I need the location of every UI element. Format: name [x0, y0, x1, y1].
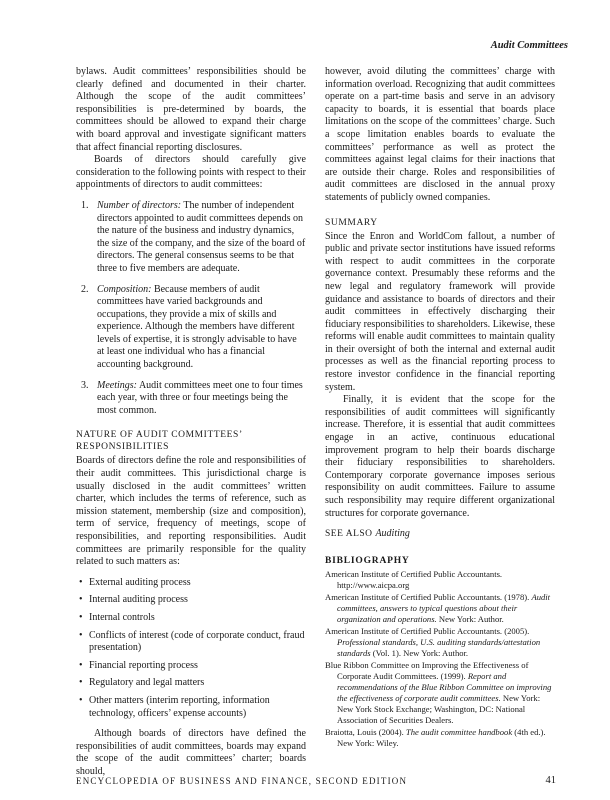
paragraph: Although boards of directors have defined the responsibilities of audit committees, boards may expand the scope of the audit committees’ charter; boards should, [76, 728, 306, 777]
see-also-label: SEE ALSO [325, 529, 373, 540]
numbered-list [76, 200, 306, 418]
see-also-link[interactable]: Auditing [375, 528, 410, 540]
bullet-item: • Internal auditing process [76, 594, 306, 607]
bibliography-heading: BIBLIOGRAPHY [325, 555, 410, 566]
summary-heading: SUMMARY [325, 217, 378, 228]
paragraph: bylaws. Audit committees’ responsibilities should be clearly defined and documented in their charter. Although the scope of the audit committees’ responsibilities is pre-determined by boards, the committees should be allowed to expand their charge with board approval and investigate significant matters that affect financial reporting disclosures. [76, 66, 306, 153]
footer-title: ENCYCLOPEDIA OF BUSINESS AND FINANCE, SECOND EDITION [76, 776, 408, 786]
see-also [325, 528, 555, 541]
paragraph: Finally, it is evident that the scope for the responsibilities of audit committees will significantly increase. Therefore, it is essential that audit committees engage in an active, continuous educational improvement program to help their boards discharge their fiduciary responsibilities to shareholders. Contemporary corporate governance imposes serious responsibility on audit committees. Failure to assume such responsibility may require different organizational structures for corporate governance. [325, 394, 555, 519]
bibliography-entry: Blue Ribbon Committee on Improving the Effectiveness of Corporate Audit Committees. (1999). Report and recommendations of the Blue Ribbon Committee on improving the effectiveness of corporate audit committees. New York: New York Stock Exchange; Washington, DC: National Association of Securities Dealers. [325, 660, 552, 726]
bullet-item: • Financial reporting process [76, 660, 306, 673]
bibliography-entry: American Institute of Certified Public Accountants. http://www.aicpa.org [325, 569, 503, 591]
bullet-item: • Regulatory and legal matters [76, 677, 306, 690]
paragraph: Boards of directors define the role and responsibilities of their audit committees. This jurisdictional charge is usually disclosed in the audit committees’ written charter, which includes the terms of reference, such as mission statement, membership (size and composition), term of service, frequency of meetings, scope of responsibilities, and reporting responsibilities. Audit committees are primarily responsible for the quality related to such matters as: [76, 455, 306, 568]
paragraph: however, avoid diluting the committees’ charge with information overload. Recognizing that audit committees operate on a part-time basis and serve in an advisory capacity to boards, it is essential that boards place limitations on the scope of the committees’ charge. Such a scope limitation enables boards to evaluate the committees’ performance as well as protect the committees against legal claims for their inactions that are outside their charge. Roles and responsibilities of audit committees are disclosed in the annual proxy statements of publicly owned companies. [325, 66, 555, 203]
page-footer [76, 776, 556, 786]
bullet-item: • Other matters (interim reporting, information technology, officers’ expense accounts) [76, 695, 306, 720]
paragraph: Boards of directors should carefully give consideration to the following points with respect to their appointments of directors to audit committees: [76, 154, 306, 191]
bullet-item: • Internal controls [76, 612, 306, 625]
section-heading: NATURE OF AUDIT COMMITTEES’ RESPONSIBILITIES [76, 430, 243, 453]
bullet-item: • Conflicts of interest (code of corporate conduct, fraud presentation) [76, 630, 306, 655]
list-item: 3. Meetings: Audit committees meet one to four times each year, with three or four meetings being the most common. [81, 379, 303, 416]
paragraph: Since the Enron and WorldCom fallout, a number of public and private sector institutions have issued reforms with respect to audit committees in the corporate governance context. Presumably these reforms and the new legal and regulatory framework will provide guidance and assistance to boards of directors and their audit committees in effectively discharging their fiduciary responsibilities to shareholders. Likewise, these reforms will enable audit committees to maintain quality in their oversight of both the internal and external audit processes as well as the financial reporting process to restore investor confidence in the financial reporting system. [325, 230, 555, 393]
bullet-list [76, 577, 306, 720]
page-number: 41 [545, 775, 556, 786]
bibliography-entry: American Institute of Certified Public Accountants. (1978). Audit committees, answers to typical questions about their organization and operations. New York: Author. [325, 592, 551, 625]
running-head: Audit Committees [490, 40, 568, 51]
list-item: 1. Number of directors: The number of independent directors appointed to audit committees depends on the nature of the business and industry dynamics, the size of the company, and the size of the board of directors. The general consensus seems to be that three to five members are adequate. [81, 199, 306, 274]
bibliography-entry: American Institute of Certified Public Accountants. (2005). Professional standards, U.S. auditing standards/attestation standards (Vol. 1). New York: Author. [325, 626, 541, 659]
bullet-item: • External auditing process [76, 577, 306, 590]
left-column [76, 66, 306, 779]
right-column [325, 66, 555, 750]
bibliography-entry: Braiotta, Louis (2004). The audit committee handbook (4th ed.). New York: Wiley. [325, 727, 546, 749]
list-item: 2. Composition: Because members of audit committees have varied backgrounds and occupations, they provide a mix of skills and experience. Although the members have different levels of expertise, it is strongly advisable to have at least one individual who has a financial accounting background. [81, 283, 297, 371]
